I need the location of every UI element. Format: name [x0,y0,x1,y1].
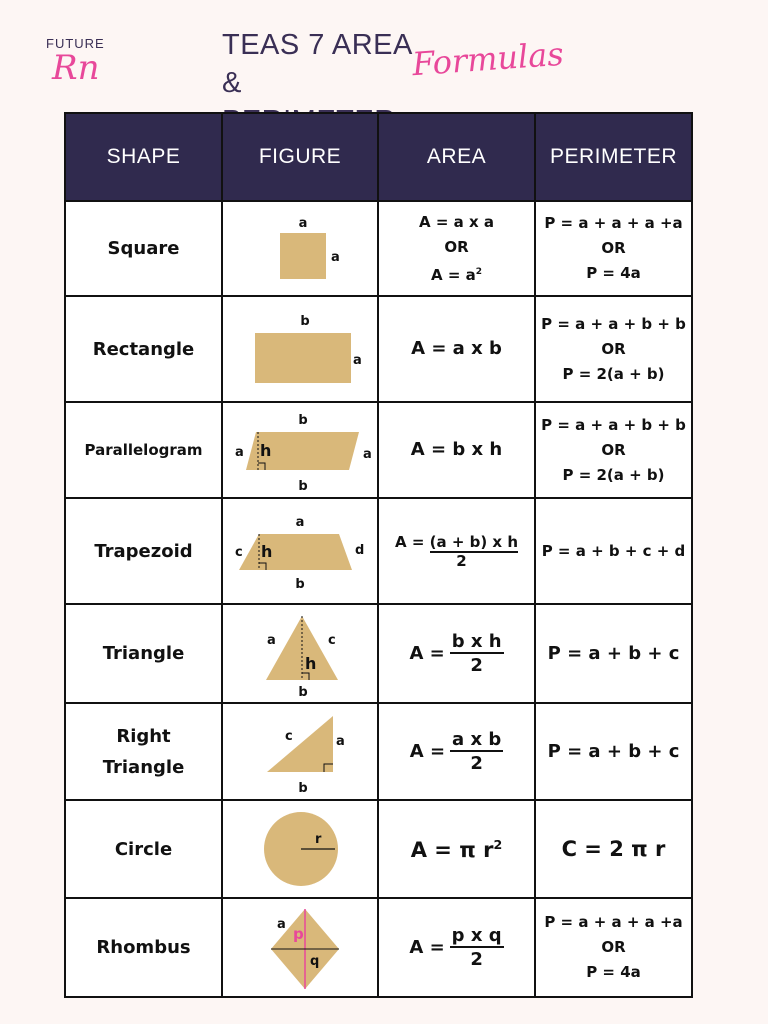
parallelogram-figure [225,406,375,494]
label-b: b [298,780,308,796]
label-b: b [298,479,308,495]
table-row [65,898,692,997]
header-row [65,113,692,201]
label-b: b [298,684,308,700]
perimeter-formula [535,402,692,498]
perimeter-formula [535,898,692,997]
perimeter-line: P = 4a [586,963,641,982]
area-formula [378,898,535,997]
trapezoid-shape [239,534,352,570]
perimeter-formula [535,296,692,402]
table-row [65,703,692,799]
area-prefix: A = [409,643,445,665]
trapezoid-figure [225,508,375,594]
area-numerator: a x b [452,729,502,751]
label-a: a [235,445,244,461]
label-p: p [293,924,304,943]
label-c: c [328,632,336,648]
label-q: q [310,953,320,969]
table-row [65,402,692,498]
perimeter-line: OR [601,938,626,957]
label-a: a [336,733,345,749]
title-line-2: & [222,67,242,99]
area-fraction [410,729,503,774]
area-text: A = a [430,265,476,284]
shape-name: Rhombus [65,898,222,997]
perimeter-formula: C = 2 π r [535,800,692,898]
perimeter-line: P = a + a + b + b [541,314,686,333]
area-line: A = a x a [419,212,494,231]
area-formula: A = a x b [378,296,535,402]
label-a: a [277,916,286,932]
area-formula [378,604,535,704]
area-fraction [395,533,518,570]
perimeter-formula: P = a + b + c [535,604,692,704]
perimeter-formula: P = a + b + c + d [535,498,692,604]
header-perimeter: PERIMETER [535,113,692,201]
perimeter-line: P = a + a + b + b [541,415,686,434]
label-b: b [295,577,305,593]
label-a: a [363,447,372,463]
label-d: d [355,543,365,559]
area-fraction [409,925,503,970]
shape-name-line: Triangle [102,756,185,778]
perimeter-line: P = 2(a + b) [562,364,665,383]
label-h: h [305,653,317,673]
triangle-figure [225,608,375,700]
label-r: r [315,832,322,848]
formula-table [64,112,693,998]
label-a: a [353,353,362,369]
perimeter-line: P = a + a + a +a [544,214,683,233]
table-row [65,201,692,296]
header-shape: SHAPE [65,113,222,201]
label-h: h [261,542,273,562]
area-formula [378,201,535,296]
label-h: h [260,441,272,461]
figure-cell [222,402,378,498]
area-exponent: 2 [475,266,482,277]
area-fraction [409,631,503,676]
area-formula [378,800,535,898]
area-formula: A = b x h [378,402,535,498]
area-formula [378,498,535,604]
figure-cell [222,498,378,604]
rectangle-figure [225,309,375,389]
title-line-1: TEAS 7 AREA [222,29,413,61]
shape-name: Trapezoid [65,498,222,604]
figure-cell [222,296,378,402]
area-formula [378,703,535,799]
header-figure: FIGURE [222,113,378,201]
area-prefix: A = [409,741,446,763]
shape-name [65,703,222,799]
table-row [65,296,692,402]
logo-script-text: Rn [52,48,100,88]
perimeter-line: P = 2(a + b) [562,465,665,484]
shape-name-line: Right [116,725,171,747]
area-numerator: b x h [451,631,502,653]
shape-name: Parallelogram [65,402,222,498]
right-triangle-figure [225,706,375,798]
area-denominator: 2 [470,753,483,775]
label-a: a [267,632,276,648]
square-shape [280,233,326,279]
label-a: a [331,249,340,265]
figure-cell [222,201,378,296]
area-prefix: A = [409,937,445,959]
figure-cell [222,800,378,898]
shape-name: Circle [65,800,222,898]
figure-cell [222,703,378,799]
table-row [65,604,692,704]
area-denominator: 2 [456,552,467,571]
area-line: OR [444,237,469,256]
area-denominator: 2 [470,655,483,677]
area-denominator: 2 [470,949,483,971]
perimeter-formula [535,201,692,296]
area-exponent: 2 [493,836,503,852]
label-c: c [285,728,293,744]
shape-name: Triangle [65,604,222,704]
area-text: A = π r [410,837,494,862]
logo [46,36,116,96]
figure-cell [222,898,378,997]
table-row [65,800,692,898]
area-num-text: (a + b) x h [429,533,519,552]
label-a: a [295,515,305,531]
perimeter-line: OR [601,239,626,258]
right-triangle-shape [267,716,333,772]
square-figure [225,209,375,289]
label-c: c [235,545,243,561]
label-b: b [300,314,310,330]
shape-name: Rectangle [65,296,222,402]
perimeter-formula: P = a + b + c [535,703,692,799]
area-numerator: p x q [451,925,502,947]
rhombus-figure [225,903,375,993]
perimeter-line: OR [601,339,626,358]
header-area: AREA [378,113,535,201]
logo-top-text: FUTURE [46,36,105,51]
shape-name: Square [65,201,222,296]
area-prefix: A = [394,533,425,552]
perimeter-line: P = 4a [586,264,641,283]
rectangle-shape [255,333,351,383]
circle-figure [225,807,375,891]
area-line [379,260,534,288]
perimeter-line: OR [601,440,626,459]
title-script: Formulas [410,34,565,84]
label-b: b [298,413,308,429]
perimeter-line: P = a + a + a +a [544,913,683,932]
figure-cell [222,604,378,704]
table-row [65,498,692,604]
area-numerator [395,533,518,551]
label-a: a [298,215,308,231]
